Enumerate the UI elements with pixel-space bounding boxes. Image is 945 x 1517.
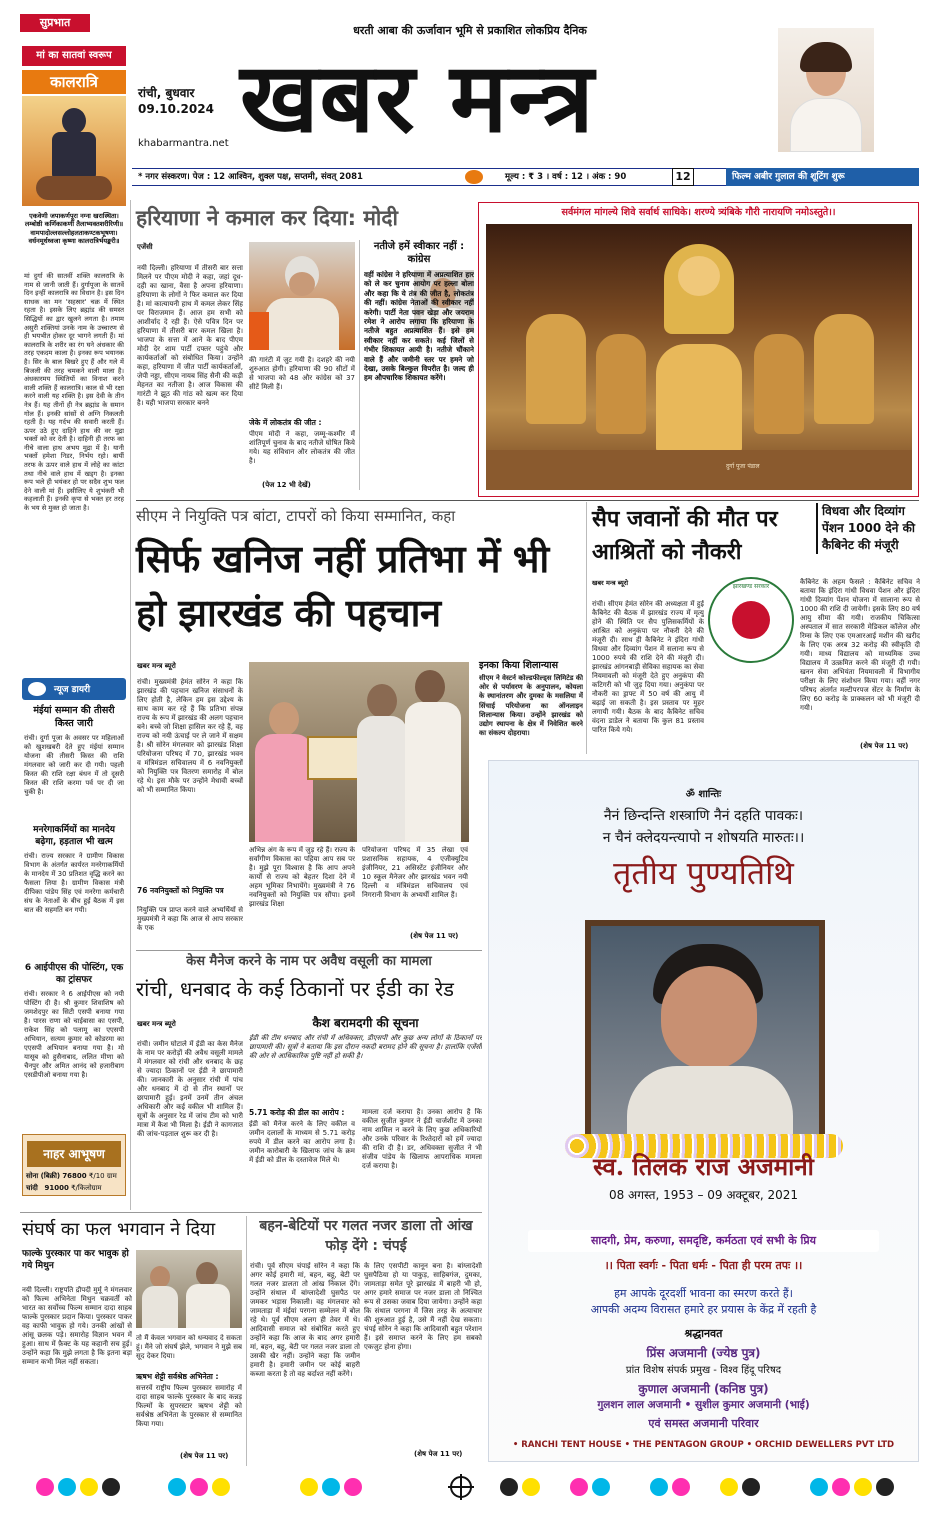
- tribute-family: एवं समस्त अजमानी परिवार: [648, 1417, 759, 1430]
- modi-photo: [249, 242, 355, 350]
- mithun-award-photo: [136, 1250, 242, 1328]
- registration-dot: [36, 1478, 54, 1496]
- top-story-continued: (पेज 12 भी देखें): [262, 481, 311, 489]
- tribute-pita: ।। पिता स्वर्गः - पिता धर्मः - पिता ही परम तपः ।।: [604, 1259, 803, 1272]
- navratri-header: मां का सातवां स्वरूप: [22, 46, 126, 66]
- registration-dot: [650, 1478, 668, 1496]
- lead-story-body-1: रांची। मुख्यमंत्री हेमंत सोरेन ने कहा कि झारखंड की पहचान खनिज संसाधनों के लिए होती है, लेकिन हम इस उद्देश्य के साथ काम कर रहे हैं कि प्रतिभा संपन्न राज्य के रूप में झारखंड की अलग पहचान बने। बच्चे जो शिक्षा हासिल कर रहे हैं, वह राज्य को नयी ऊंचाई पर ले जाने में सक्षम है। श्री सोरेन मंगलवार को झारखंड शिक्षा परियोजना परिषद में 70, झारखंड भवन व मंत्रिमंडल सचिवालय में 6 नवनियुक्तों को नियुक्ति पत्र वितरण समारोह में बोल रहे थे। इस मौके पर उन्होंने मेधावी बच्चों को भी सम्मानित किया।: [137, 678, 243, 794]
- registration-dot: [168, 1478, 186, 1496]
- tribute-shloka-2: न चैनं क्लेदयन्त्यापो न शोषयति मारुतः।।: [602, 830, 805, 846]
- entertainment-teaser[interactable]: फिल्म अबीर गुलाल की शूटिंग शुरू: [726, 168, 919, 186]
- ed-cash-text: ईडी की टीम धनबाद और रांची में अधिवक्ता, डीएसपी और कुछ अन्य लोगों के ठिकानों पर छापामारी की। सूत्रों ने बताया कि इस दौरान नकदी बरामद होने की सूचना है। हालांकि एजेंसी की ओर से आधिकारिक पुष्टि नहीं हो सकी है।: [249, 1034, 482, 1060]
- news-diary-label: न्यूज डायरी: [54, 685, 91, 695]
- tribute-portrait: [585, 920, 825, 1140]
- diary-item-2-text: रांची। राज्य सरकार ने ग्रामीण विकास विभाग के अंतर्गत कार्यरत मनरेगाकर्मियों के मानदेय में 30 प्रतिशत वृद्धि करने का फैसला लिया है। ग्रामीण विकास मंत्री दीपिका पांडेय सिंह एवं मनरेगा कर्मचारी संघ के नेताओं के बीच हुई बैठक में इस बात की सहमति बन गयी।: [24, 852, 124, 914]
- news-diary-icon: [28, 682, 46, 696]
- silver-rate-row: चांदी 91000 ₹/किलोग्राम: [26, 1184, 102, 1192]
- inset-text: सीएम ने वेस्टर्न कोल्डफील्ड्स लिमिटेड की ओर से पर्यावरण के अनुपालन, कोयला के स्थानांतरण और दुमका के मसलिया में सिंचाई परियोजना का ऑनलाइन शिलान्यास किया। उन्होंने झारखंड को उद्योग स्थापना के क्षेत्र में निवेशित करने का संकल्प दोहराया।: [479, 674, 583, 738]
- info-strip-logo: [465, 170, 483, 184]
- top-story-body-2: की गारंटी में जुट गयी है। दशहरे की नयी शुरुआत होगी। हरियाणा की 90 सीटों में से भाजपा को 48 और कांग्रेस को 37 सीटें मिली हैं।: [249, 356, 355, 391]
- ed-kicker: केस मैनेज करने के नाम पर अवैध वसूली का मामला: [186, 954, 432, 969]
- tribute-line-1: हम आपके दूरदर्शी भावना का स्मरण करते हैं।: [614, 1287, 793, 1300]
- kalaratri-text: मां दुर्गा की सातवीं शक्ति कालरात्रि के नाम से जानी जाती हैं। दुर्गापूजा के सातवें दिन इन्हीं कालरात्रि का विधान है। इस दिन साधक का मन 'सहस्रार' चक्र में स्थित रहता है। इसके लिए ब्रह्मांड की समस्त सिद्धियों का द्वार खुलने लगता है। तमाम असुरी शक्तियां उनके नाम के उच्चारण से ही भयभीत होकर दूर भागने लगती हैं। मां कालरात्रि के शरीर का रंग घने अंधकार की तरह एकदम काला है। इनका रूप भयानक है। सिर के बाल बिखरे हुए हैं और गले में बिजली की तरह चमकने वाली माला है। अंधकारमय स्थितियों का विनाश करने वाली शक्ति हैं कालरात्रि। काल से भी रक्षा करने वाली यह शक्ति है। इस देवी के तीन नेत्र हैं। यह तीनों ही नेत्र ब्रह्मांड के समान गोल हैं। इनकी सांसों से अग्नि निकलती रहती है। यह गर्दभ की सवारी करती हैं। ऊपर उठे हुए दाहिने हाथ की वर मुद्रा भक्तों को वर देती है। दाहिनी ही तरफ का नीचे वाला हाथ अभय मुद्रा में है। यानी भक्तों हमेशा निडर, निर्भय रहो। बायीं तरफ के ऊपर वाले हाथ में लोहे का कांटा तथा नीचे वाले हाथ में खड्ग है। इनका रूप भले ही भयंकर हो पर सदैव शुभ फल देने वाली मां हैं। इसीलिए ये शुभंकरी भी कहलाती हैं। इनकी कृपा से भक्त हर तरह के भय से मुक्त हो जाता है।: [24, 272, 124, 513]
- tribute-title: तृतीय पुण्यतिथि: [613, 854, 794, 892]
- seal-text: झारखण्ड सरकार: [732, 583, 770, 590]
- saip-headline: सैप जवानों की मौत पर आश्रितों को नौकरी: [592, 507, 778, 565]
- top-story-body-1: नयी दिल्ली। हरियाणा में तीसरी बार सत्ता मिलने पर पीएम मोदी ने कहा, जहां दूध-दही का खाना, वैसा है अपना हरियाणा। हरियाणा के लोगों ने फिर कमाल कर दिया है। मां कात्यायनी हाथ में कमल लेकर सिंह पर विराजमान हैं। आज हम सभी को आशीर्वाद दे रही हैं। ऐसे पवित्र दिन पर हरियाणा में तीसरी बार कमल खिला है। भाजपा के सत्ता में आने के बाद पीएम मोदी देर शाम पार्टी दफ्तर पहुंचे और कार्यकर्ताओं को संबोधित किया। उन्होंने कहा, हरियाणा में जीत पार्टी कार्यकर्ताओं, जेपी नड्डा, सीएम नायब सिंह सैनी की कड़ी मेहनत का नतीजा है। आज विकास की गारंटी ने झूठ की गांठ को खत्म कर दिया है। यही भाजपा सरकार बनने: [137, 264, 243, 407]
- diary-item-1-head: मंईयां सम्मान की तीसरी किस्त जारी: [33, 705, 115, 729]
- saip-body: रांची। सीएम हेमंत सोरेन की अध्यक्षता में हुई कैबिनेट की बैठक में झारखंड राज्य में मृत्यु होने की स्थिति पर सैप पुलिसकर्मियों के आश्रित को अनुकंपा पर नौकरी देने की मंजूरी दी। साथ ही कैबिनेट ने इंदिरा गांधी विधवा और दिव्यांग पेंशन में सलाना रूप से 1000 रुपये की राशि देने की मंजूरी दी। झारखंड आंगनबाड़ी सेविका सहायक का सेवा नियमावली को मंजूरी देते हुए अनुकंपा की कटिगरी को भी जुड़ दिया गया। अनुकंपा पर नौकरी का ड्राफ्ट में 50 वर्ष की आयु में बढ़ाई जा सकती है। इस प्रस्ताव पर मुहर लगायी गयी। बैठक के बाद कैबिनेट सचिव वंदना डाडेल ने बताया कि कुल 81 प्रस्ताव पारित किये गये।: [592, 600, 704, 734]
- masthead-tagline: धरती आबा की ऊर्जावान भूमि से प्रकाशित लोकप्रिय दैनिक: [353, 24, 587, 37]
- edition-tag: सुप्रभात: [20, 14, 90, 32]
- diary-item-2-head: मनरेगाकर्मियों का मानदेय बढ़ेगा, हड़ताल भी खत्म: [33, 825, 115, 847]
- registration-dot: [742, 1478, 760, 1496]
- news-diary-badge: [22, 678, 126, 700]
- registration-dot: [810, 1478, 828, 1496]
- tribute-firms: • RANCHI TENT HOUSE • THE PENTAGON GROUP • ORCHID DEWELLERS PVT LTD: [512, 1440, 895, 1450]
- pension-body: कैबिनेट के अहम फैसले : कैबिनेट सचिव ने बताया कि इंदिरा गांधी विधवा पेंशन और इंदिरा गांधी दिव्यांग पेंशन योजना में सालाना रूप से 1000 की राशि दी जायेगी। इसके लिए 80 वर्ष आयु सीमा की गयी। राजकीय चिकित्सा अस्पताल में सात सरकारी मेडिकल कॉलेज और रिम्स के लिए एक एमआरआई मशीन की खरीद के लिए एक अरब 32 करोड़ की स्वीकृति दी गयी। माध्य विद्यालय को माध्यमिक उच्च विद्यालय में उत्क्रमित करने की मंजूरी दी गयी। खनन सेवा अभियंता नियमावली में विभागीय परीक्षा के लिए संशोधन किया गया। वहीं नगर परिषद अंतर्गत मल्टीपरपज सेंटर के निर्माण के लिए 60 करोड़ के प्राक्कलन को भी मंजूरी दी गयी।: [800, 578, 920, 712]
- tribute-shraddhanvat: श्रद्धानवत: [684, 1327, 723, 1340]
- mithun-continued: (शेष पेज 11 पर): [180, 1452, 229, 1460]
- ed-subhead: 5.71 करोड़ की डील का आरोप :: [249, 1108, 345, 1117]
- tribute-line-2: आपकी अदम्य विरासत हमारे हर प्रयास के केंद्र में रहती है: [590, 1303, 817, 1316]
- price-strip-text: मूल्य : ₹ 3 । वर्ष : 12 । अंक : 90: [505, 172, 627, 182]
- mithun-headline: संघर्ष का फल भगवान ने दिया: [22, 1219, 216, 1240]
- registration-dot: [854, 1478, 872, 1496]
- registration-dot: [190, 1478, 208, 1496]
- pandal-photo-label: दुर्गा पूजा पंडाल: [726, 463, 760, 470]
- top-story-headline: हरियाणा ने कमाल कर दिया: मोदी: [136, 206, 398, 230]
- diary-item-3-head: 6 आईपीएस की पोस्टिंग, एक का ट्रांसफर: [24, 963, 124, 985]
- jewellery-brand: नाहर आभूषण: [27, 1141, 121, 1167]
- registration-dot: [522, 1478, 540, 1496]
- lead-story-desk: खबर मन्त्र ब्यूरो: [137, 662, 176, 670]
- registration-dot: [322, 1478, 340, 1496]
- registration-dot: [58, 1478, 76, 1496]
- lead-story-body-2: नियुक्ति पत्र प्राप्त करने वाले अभ्यर्थियों से मुख्यमंत्री ने कहा कि आज से आप सरकार के एक: [137, 906, 243, 932]
- masthead-website[interactable]: khabarmantra.net: [138, 138, 229, 149]
- pension-headline: विधवा और दिव्यांग पेंशन 1000 देने की कैबिनेट की मंजूरी: [816, 503, 920, 554]
- cm-award-photo: [249, 662, 469, 842]
- lead-story-body-3: अभिन्न अंग के रूप में जुड़ रहे हैं। राज्य के सर्वांगीण विकास का पहिया आप सब पर है। मुझे पूरा विश्वास है कि आप अपने कार्यों से राज्य को बेहतर दिशा देने में अहम भूमिका निभायेंगे। मुख्यमंत्री ने 76 नवनियुक्तों को नियुक्ति पत्र सौंपा। इनमें झारखंड शिक्षा: [249, 846, 355, 908]
- ed-body-1: रांची। जमीन घोटाले में ईडी का केस मैनेज के नाम पर करोड़ों की अवैध वसूली मामले में मंगलवार को रांची और धनबाद के छह से ज्यादा ठिकानों पर ईडी ने छापामारी की। जानकारी के अनुसार रांची में पांच और धनबाद में दो से तीन स्थानों पर छापामारी हुई। इनमें उनमें तीन अंचल अधिकारी और कई वकील भी शामिल हैं। सूत्रों के अनुसार रेड में जांच टीम को भारी मात्रा में कैश भी मिला है। ईडी ने कागजात की जांच-पड़ताल शुरू कर दी है।: [137, 1040, 243, 1138]
- ed-body-3: मामला दर्ज कराया है। उनका आरोप है कि वकील सुजीत कुमार ने ईडी चार्जशीट में उनका नाम शामिल न करने के लिए कुछ अधिकारियों और उनके परिवार के रिश्तेदारों को हमें ज्यादा की राशि दी है। डर, अधिवक्ता सुजीत ने भी संजीव पांडेय के खिलाफ आपराधिक मामला दर्ज कराया है।: [362, 1108, 482, 1170]
- champai-body-2: के लिए एसपीटी कानून बना है। बांग्लादेशी घुसपैठिया हो या पाकुड़, साहिबगंज, दुमका, जामताड़ा समेत पूरे झारखंड में बाहरी भी हो, अगर हमारे समाज पर नजर डाला तो निश्चित रूप से उसका जवाब दिया जायेगा। उन्होंने कहा कि संथाल परगना में जिस तरह के अत्याचार की शुरुआत हुई है, उसे मैं नहीं देख सकता। चंपई सोरेन ने कहा कि आदिवासी बहुत परेशान हैं। इसे समाप्त करने के लिए हम सबको एकजुट होना होगा।: [364, 1262, 482, 1351]
- pension-continued: (शेष पेज 11 पर): [860, 742, 909, 750]
- ed-body-2: ईडी को मैनेज करने के लिए वकील व जमीन दलालों के माध्यम से 5.71 करोड़ रुपये में डील करने का आरोप लगा है। जमीन कारोबारी के खिलाफ जांच के क्रम में ईडी को डील के दस्तावेज मिले थे।: [249, 1120, 355, 1164]
- registration-dot: [344, 1478, 362, 1496]
- gold-rate-row: सोना (बिक्री) 76800 ₹/10 ग्राम: [26, 1172, 117, 1180]
- registration-dot: [876, 1478, 894, 1496]
- tribute-son-1-role: प्रांत विशेष संपर्क प्रमुख - विश्व हिंदू परिषद: [625, 1365, 782, 1376]
- registration-dot: [500, 1478, 518, 1496]
- registration-dot: [832, 1478, 850, 1496]
- masthead-title: खबर मन्त्र: [240, 42, 595, 154]
- crosshair-icon: [450, 1476, 472, 1498]
- top-story-body-3: पीएम मोदी ने कहा, जम्मू-कश्मीर में शांतिपूर्ण चुनाव के बाद नतीजे घोषित किये गये। यह संविधान और लोकतंत्र की जीत है।: [249, 430, 355, 465]
- jewellery-ad: [22, 1134, 126, 1196]
- top-story-subhead: जेके में लोकतंत्र की जीत :: [249, 418, 322, 427]
- registration-dot: [102, 1478, 120, 1496]
- tribute-son-1: प्रिंस अजमानी (ज्येष्ठ पुत्र): [646, 1346, 761, 1360]
- diary-item-3-text: रांची। सरकार ने 6 आईपीएस को नयी पोस्टिंग दी है। श्री कुमार शिवाशिष को जमशेदपुर का सिटी एसपी बनाया गया है। पारस राणा को चाईबासा का एसपी, राकेश सिंह को पलामू का एएसपी अभियान, सत्यम कुमार को कोडरमा का एएसपी अभियान बनाया गया है। मो यासूब को हुसैनाबाद, ललित मीणा को चैनपुर और अमित आनंद को हजारीबाग एसडीपीओ बनाया गया है।: [24, 990, 124, 1079]
- mithun-body-3: सत्तरवें राष्ट्रीय फिल्म पुरस्कार समारोह में दादा साहब फाल्के पुरस्कार के बाद कन्नड़ फिल्मों के सुपरस्टार ऋषभ शेट्टी को सर्वश्रेष्ठ अभिनेता के पुरस्कार से सम्मानित किया गया।: [136, 1384, 242, 1428]
- mithun-subhead-2: ऋषभ शेट्टी सर्वश्रेष्ठ अभिनेता :: [136, 1372, 219, 1381]
- actress-photo: [778, 28, 874, 152]
- congress-headline: नतीजे हमें स्वीकार नहीं : कांग्रेस: [373, 241, 465, 265]
- pandal-caption: सर्वमंगल मांगल्ये शिवे सर्वार्थ साधिके। शरण्ये त्र्यंबिके गौरी नारायणि नमोऽस्तुते।।: [561, 207, 836, 218]
- champai-body-1: रांची। पूर्व सीएम चंपाई सोरेन ने कहा कि अगर कोई हमारी मां, बहन, बहू, बेटी पर गलत नजर डालता तो आंख निकाल देंगे। उन्होंने संथाल में बांग्लादेशी घुसपैठ पर जमकर भड़ास निकाली। वह मंगलवार को जामताड़ा में मंईयां परगना सम्मेलन में बोल रहे थे। पूर्व सीएम अलग ही तेवर में थे। आदिवासी समाज को संबोधित करते हुए उन्होंने कहा कि आज के बाद अगर हमारी मां, बहन, बहू, बेटी पर गलत नजर डाला तो उसकी खैर नहीं। उन्होंने कहा कि जमीन हमारी है। हमारी जमीन पर कोई बाहरी कब्जा करता है तो वह बर्दाश्त नहीं करेंगे।: [250, 1262, 360, 1378]
- tribute-son-2: कुणाल अजमानी (कनिष्ठ पुत्र): [638, 1382, 769, 1396]
- tribute-name: स्व. तिलक राज अजमानी: [593, 1152, 814, 1181]
- congress-body: वहीं कांग्रेस ने हरियाणा में अप्रत्याशित हार को ले कर चुनाव आयोग पर हल्ला बोला और कहा कि ये तंत्र की जीत है, लोकतंत्र की नहीं। कांग्रेस नेताओं की स्वीकार नहीं करेगी। पार्टी नेता पवन खेड़ा और जयराम रमेश ने आरोप लगाया कि हरियाणा के नतीजे बहुत अप्रत्याशित हैं। इसे हम स्वीकार नहीं कर सकते। कई जिलों से गंभीर शिकायत आयी है। नतीजे चौंकाने वाले हैं और जमीनी स्तर पर हमने जो देखा, उसके बिल्कुल विपरीत है। जल्द ही हम औपचारिक शिकायत करेंगे।: [364, 270, 474, 383]
- durga-pandal-photo: [486, 224, 912, 490]
- diary-item-1-text: रांची। दुर्गा पूजा के अवसर पर महिलाओं को खुशखबरी देते हुए मंईयां सम्मान योजना की तीसरी किस्त की राशि मंगलवार को जारी कर दी गयी। पहली किस्त की राशि रक्षा बंधन में तो दूसरी किस्त की राशि करमा पर्व पर दी जा चुकी है।: [24, 734, 124, 796]
- ed-desk: खबर मन्त्र ब्यूरो: [137, 1020, 176, 1028]
- lead-story-headline: सिर्फ खनिज नहीं प्रतिभा में भी हो झारखंड की पहचान: [136, 537, 549, 635]
- mithun-subhead: फाल्के पुरस्कार पा कर भावुक हो गये मिथुन: [22, 1249, 129, 1271]
- registration-dot: [592, 1478, 610, 1496]
- masthead-city-day: रांची, बुधवार: [138, 86, 195, 100]
- tribute-virtues: सादगी, प्रेम, करुणा, समदृष्टि, कर्मठता एवं सभी के प्रिय: [528, 1230, 879, 1252]
- info-strip-text: * नगर संस्करण। पेज : 12 आश्विन, शुक्ल पक्ष, सप्तमी, संवत् 2081: [138, 172, 363, 182]
- page-number: 12: [672, 168, 694, 186]
- masthead-date: 09.10.2024: [138, 102, 214, 116]
- registration-dot: [570, 1478, 588, 1496]
- lead-story-subhead: 76 नवनियुक्तों को नियुक्ति पत्र: [137, 886, 224, 895]
- registration-dot: [720, 1478, 738, 1496]
- top-story-desk: एजेंसी: [137, 243, 153, 251]
- mithun-body-2: तो मैं केवल भगवान को धन्यवाद दे सकता हूं। मैंने जो संघर्ष झेले, भगवान ने मुझे सब सूद देकर दिया।: [136, 1334, 242, 1360]
- registration-dot: [212, 1478, 230, 1496]
- lead-story-kicker: सीएम ने नियुक्ति पत्र बांटा, टापरों को किया सम्मानित, कहा: [136, 507, 456, 525]
- lead-story-body-4: परियोजना परिषद में 35 लेखा एवं प्रशासनिक सहायक, 4 एजीक्यूटिव इंजीनियर, 21 असिस्टेंट इंजीनियर और 10 स्कूल मैनेजर और झारखंड भवन नयी दिल्ली व मंत्रिमंडल सचिवालय एवं निगरानी विभाग के अभ्यर्थी शामिल हैं।: [362, 846, 468, 899]
- tribute-brothers: गुलशन लाल अजमानी • सुशील कुमार अजमानी (भाई): [597, 1399, 810, 1411]
- tribute-dates: 08 अगस्त, 1953 – 09 अक्टूबर, 2021: [608, 1188, 799, 1202]
- ed-headline: रांची, धनबाद के कई ठिकानों पर ईडी का रेड: [136, 977, 454, 1001]
- goddess-name: कालरात्रि: [22, 70, 126, 94]
- registration-dot: [300, 1478, 318, 1496]
- tribute-shloka-1: नैनं छिन्दन्ति शस्त्राणि नैनं दहति पावकः।: [603, 808, 804, 824]
- kalaratri-mantra: एकवेणी जपाकर्णपूरा नग्ना खरास्थिता। लम्बोष्ठी कर्णिकाकर्णी तैलाभ्यक्तशरीरिणी॥ वामपादोल्लसल्लोहलताकण्टकभूषणा। वर्धनमूर्धध्वजा कृष्णा कालरात्रिर्भयङ्करी॥: [24, 212, 124, 246]
- champai-continued: (शेष पेज 11 पर): [414, 1450, 463, 1458]
- champai-headline: बहन-बेटियों पर गलत नजर डाला तो आंख फोड़ देंगे : चंपई: [259, 1218, 473, 1254]
- tribute-om: ॐ शान्तिः: [685, 789, 722, 800]
- saip-desk: खबर मन्त्र ब्यूरो: [592, 579, 629, 587]
- registration-dot: [672, 1478, 690, 1496]
- ed-cash-head: कैश बरामदगी की सूचना: [312, 1016, 419, 1030]
- jharkhand-seal: [708, 577, 794, 663]
- mithun-body-1: नयी दिल्ली। राष्ट्रपति द्रौपदी मुर्मू ने मंगलवार को फिल्म अभिनेता मिथुन चक्रवर्ती को भारत का सर्वोच्च फिल्म सम्मान दादा साहब फाल्के पुरस्कार प्रदान किया। पुरस्कार पाकर वह काफी भावुक हो गये। उनकी आंखों से आंसू छलक पड़े। समारोह विज्ञान भवन में हुआ। साथ में फ़ैक्ट के यह कहानी सच हुई। उन्होंने कहा कि मुझे लगता है कि इतना बड़ा सम्मान कभी मिल नहीं सकता।: [22, 1286, 132, 1366]
- inset-headline: इनका किया शिलान्यास: [479, 660, 559, 671]
- registration-dot: [80, 1478, 98, 1496]
- lead-story-continued: (शेष पेज 11 पर): [410, 932, 459, 940]
- kalaratri-illustration: [22, 96, 126, 206]
